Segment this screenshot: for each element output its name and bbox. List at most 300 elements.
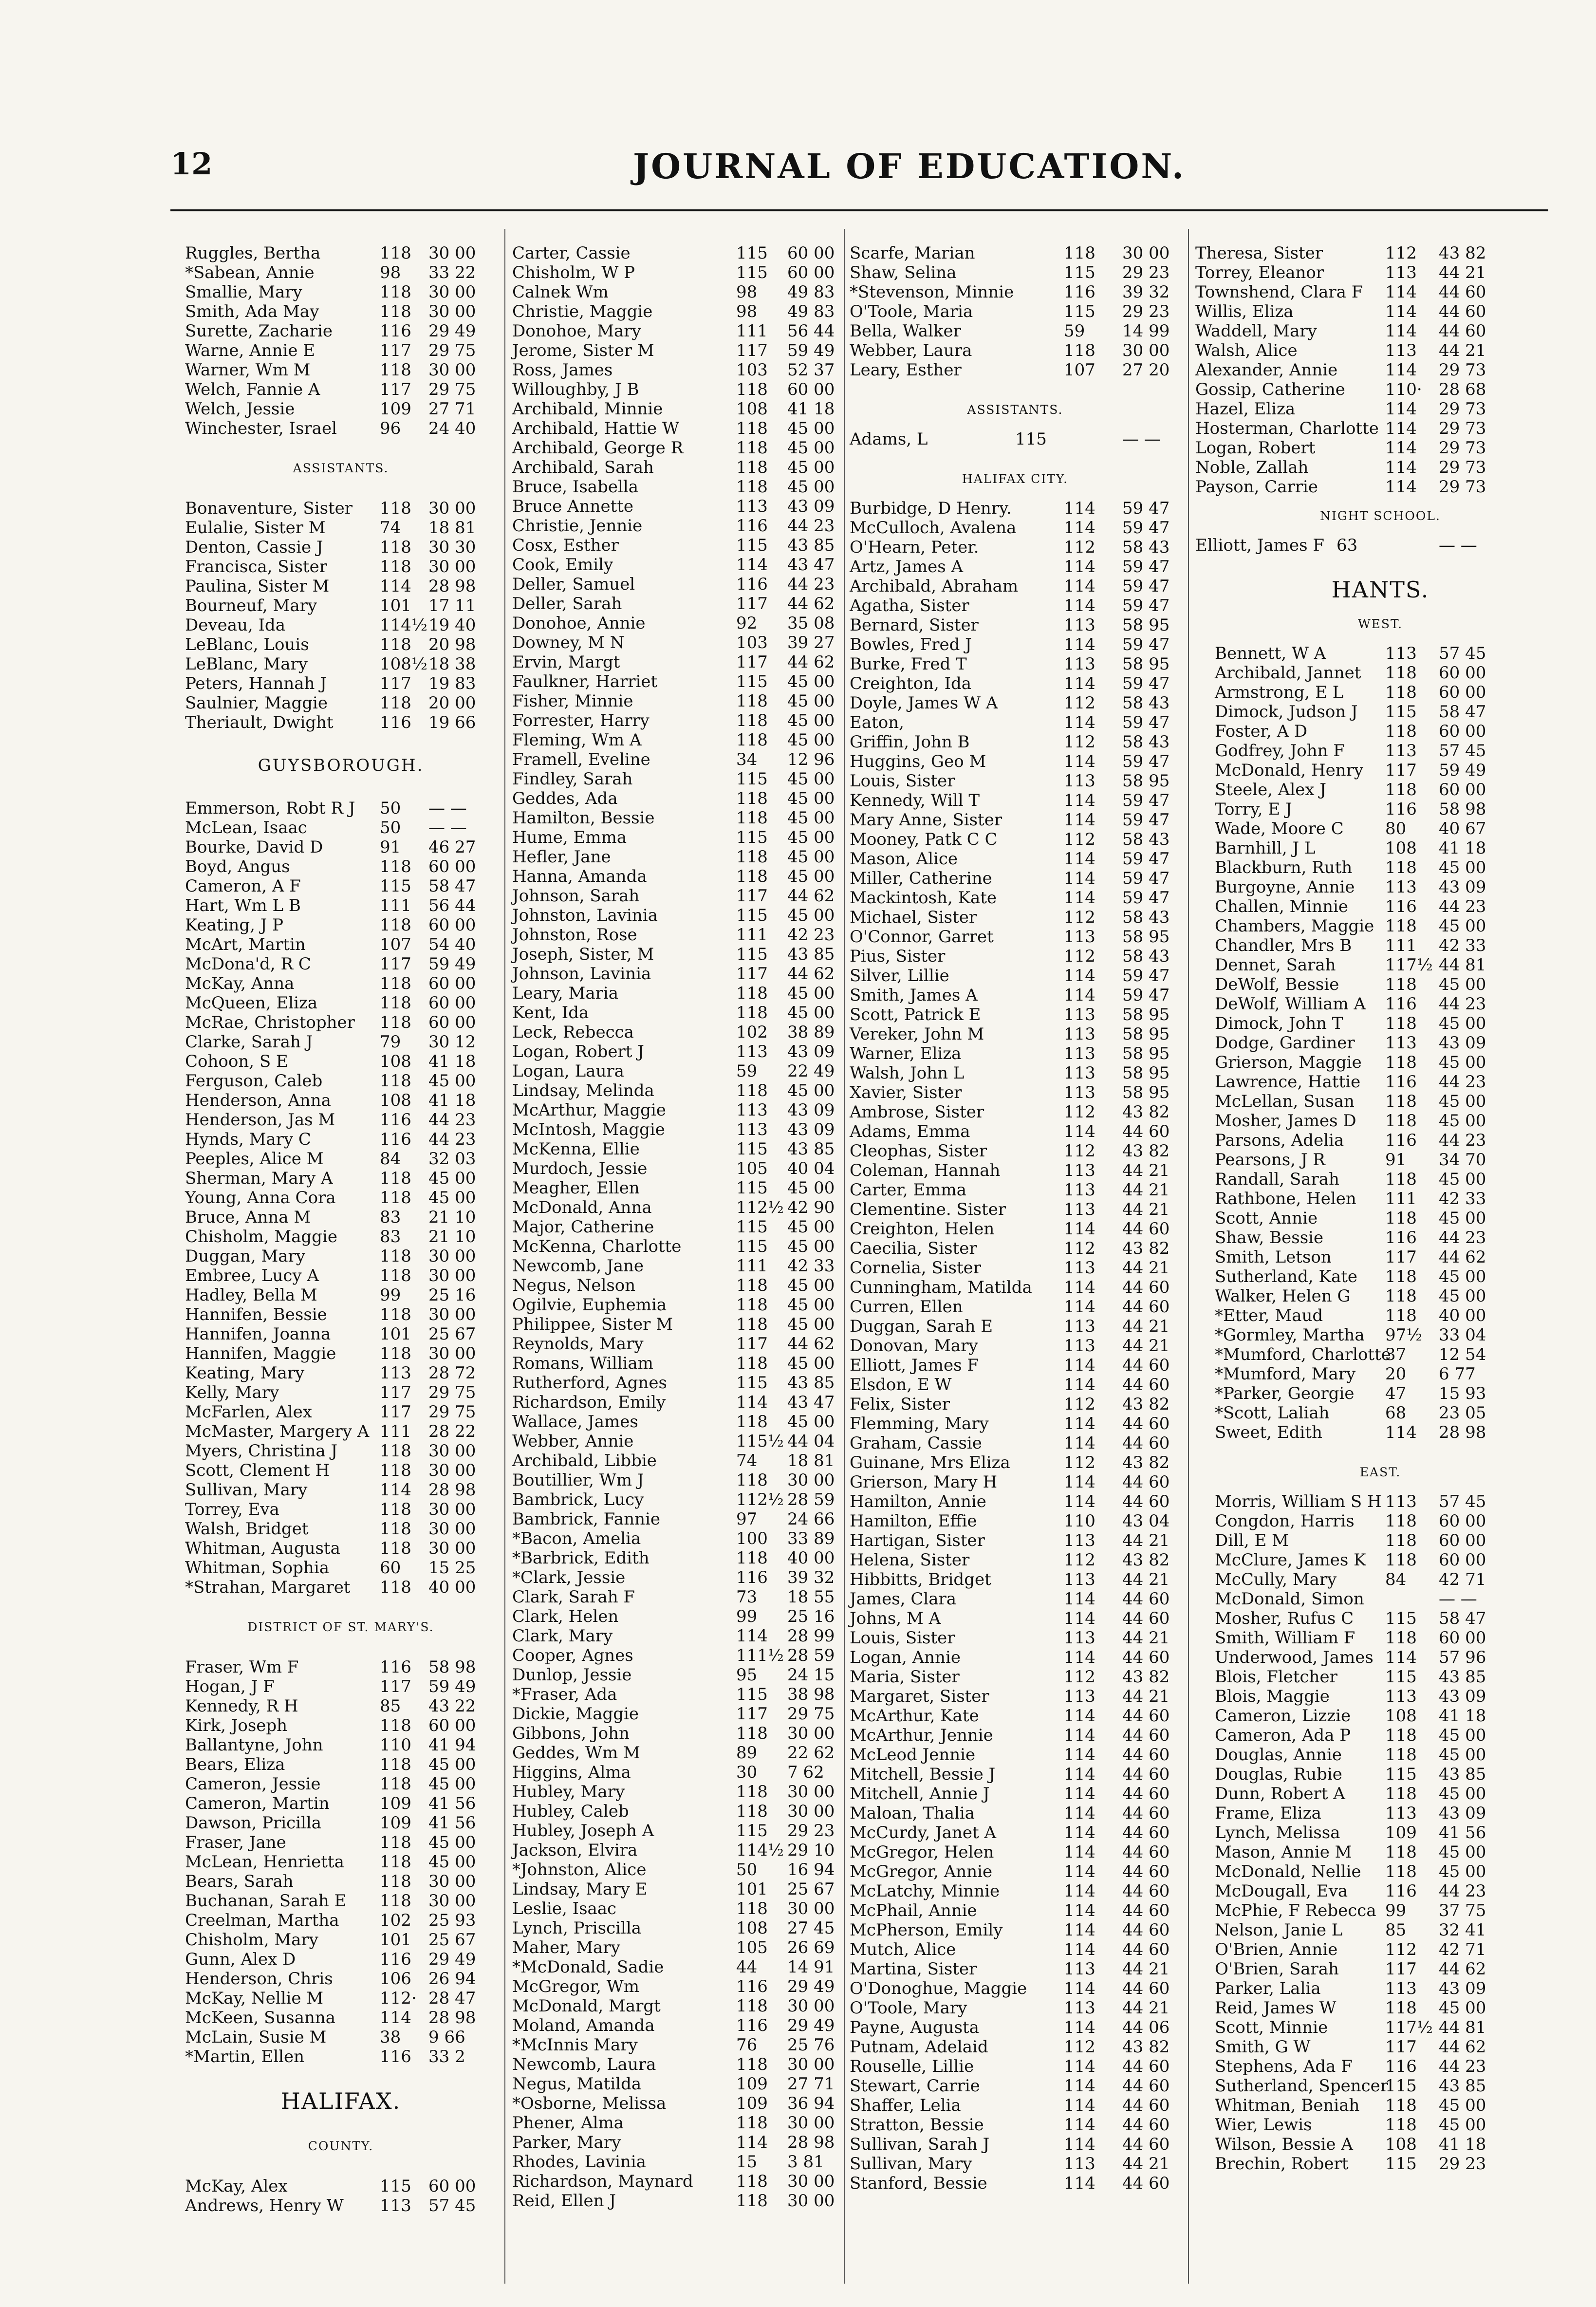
days-taught: 118 [380,1891,411,1911]
teacher-name: Walsh, Alice [1195,341,1298,360]
grant-amount: 56 44 [787,321,835,341]
days-taught: 114 [1064,518,1095,538]
table-row [185,799,497,818]
days-taught: 115 [1385,1667,1417,1687]
table-row [850,2115,1181,2135]
teacher-name: Moland, Amanda [512,2016,655,2035]
teacher-name: Mitchell, Bessie J [850,1765,996,1784]
table-row [850,2096,1181,2115]
days-taught: 114 [1064,2174,1095,2193]
grant-amount: 41 94 [428,1735,476,1755]
grant-amount: 44 60 [1122,2174,1170,2193]
table-row [1195,477,1565,497]
grant-amount: 45 00 [787,1276,835,1295]
days-taught: 115 [736,1237,768,1256]
grant-amount: 14 99 [1122,321,1170,341]
teacher-name: Buchanan, Sarah E [185,1891,347,1911]
days-taught: 114 [1064,1356,1095,1375]
teacher-name: Ervin, Margt [512,652,620,672]
teacher-name: Congdon, Harris [1215,1511,1355,1531]
teacher-name: Clark, Helen [512,1607,619,1626]
days-taught: 114 [1064,2096,1095,2115]
table-row [185,2008,497,2028]
grant-amount: 59 47 [1122,810,1170,830]
teacher-name: Armstrong, E L [1215,683,1344,702]
table-row [185,1344,497,1363]
teacher-name: Leary, Esther [850,360,962,380]
days-taught: 76 [736,2035,758,2055]
grant-amount: 30 00 [428,360,476,380]
days-taught: 118 [736,1802,768,1821]
table-row [1195,975,1565,994]
grant-amount: 45 00 [1439,1842,1486,1862]
teacher-name: McKay, Alex [185,2177,288,2196]
teacher-name: Bourke, David D [185,837,323,857]
table-row [512,906,843,925]
grant-amount: 30 00 [428,557,476,577]
grant-amount: 30 00 [428,243,476,263]
days-taught: 113 [1064,1180,1095,1200]
grant-amount: 30 00 [428,1344,476,1363]
grant-amount: 59 47 [1122,518,1170,538]
grant-amount: 57 45 [1439,741,1486,761]
table-row [185,282,497,302]
section-heading: ASSISTANTS. [293,461,389,475]
days-taught: 118 [380,1755,411,1774]
days-taught: 113 [1064,1570,1095,1589]
days-taught: 117 [1385,761,1417,780]
table-row [850,1044,1181,1063]
teacher-name: Mutch, Alice [850,1940,956,1959]
grant-amount: 45 00 [1439,1267,1486,1286]
teacher-name: Hynds, Mary C [185,1130,311,1149]
table-row [512,2074,843,2094]
grant-amount: 59 49 [1439,761,1486,780]
teacher-name: Shaffer, Lelia [850,2096,961,2115]
grant-amount: 29 73 [1439,399,1486,419]
days-taught: 115½ [736,1432,784,1451]
grant-amount: 45 00 [1439,1286,1486,1306]
teacher-name: Newcomb, Laura [512,2055,656,2074]
teacher-name: McKay, Nellie M [185,1989,324,2008]
grant-amount: 44 21 [1122,1959,1170,1979]
days-taught: 74 [380,518,401,538]
days-taught: 113 [1064,1258,1095,1278]
days-taught: 101 [380,596,411,615]
days-taught: 89 [736,1743,758,1763]
table-row [512,1685,843,1704]
grant-amount: 45 00 [428,1169,476,1188]
section-heading: GUYSBOROUGH. [258,756,424,775]
grant-amount: 59 47 [1122,674,1170,693]
days-taught: 44 [736,1957,758,1977]
days-taught: 117 [1385,2037,1417,2057]
table-row [1195,1842,1565,1862]
table-row [512,1042,843,1061]
days-taught: 118 [380,1013,411,1032]
table-row [185,1247,497,1266]
table-row [185,1227,497,1247]
teacher-name: Mason, Annie M [1215,1842,1352,1862]
grant-amount: 60 00 [787,263,835,282]
days-taught: 37 [1385,1345,1407,1364]
grant-amount: 60 00 [1439,1550,1486,1570]
days-taught: 50 [736,1860,758,1879]
grant-amount: 44 60 [1122,1979,1170,1998]
days-taught: 114 [736,2133,768,2152]
grant-amount: 30 00 [1122,243,1170,263]
days-taught: 115 [736,1178,768,1198]
table-row [512,1802,843,1821]
days-taught: 118 [1385,1111,1417,1131]
teacher-name: Archibald, Abraham [850,577,1019,596]
table-row [512,1626,843,1646]
days-taught: 114 [1064,1433,1095,1453]
days-taught: 38 [380,2028,401,2047]
days-taught: 116 [380,1950,411,1969]
teacher-name: Clark, Sarah F [512,1587,635,1607]
days-taught: 110· [1385,380,1422,399]
teacher-name: Parsons, Adelia [1215,1131,1344,1150]
days-taught: 118 [380,1852,411,1872]
grant-amount: 29 73 [1439,458,1486,477]
teacher-name: Negus, Matilda [512,2074,642,2094]
grant-amount: 44 60 [1122,1823,1170,1842]
teacher-name: O'Toole, Mary [850,1998,967,2018]
grant-amount: 43 09 [787,1042,835,1061]
teacher-name: Deveau, Ida [185,615,285,635]
teacher-name: *McDonald, Sadie [512,1957,664,1977]
grant-amount: 6 77 [1439,1364,1476,1384]
table-row [512,263,843,282]
table-row [850,499,1181,518]
days-taught: 117 [380,1677,411,1696]
grant-amount: 43 85 [787,536,835,555]
grant-amount: 45 00 [787,477,835,497]
days-taught: 118 [1385,1550,1417,1570]
journal-title: JOURNAL OF EDUCATION. [633,146,1186,186]
table-row [185,577,497,596]
grant-amount: 44 81 [1439,955,1486,975]
table-row [1195,302,1565,321]
grant-amount: 7 62 [787,1763,824,1782]
table-row [850,1433,1181,1453]
grant-amount: 44 23 [787,575,835,594]
table-row [1195,360,1565,380]
teacher-name: Duggan, Sarah E [850,1317,993,1336]
days-taught: 113 [1064,1687,1095,1706]
days-taught: 110 [1064,1511,1095,1531]
grant-amount: — — [1122,429,1161,449]
table-row [185,2177,497,2196]
table-row [185,538,497,557]
days-taught: 115 [1064,302,1095,321]
table-row [512,672,843,691]
teacher-name: Sullivan, Sarah J [850,2135,990,2154]
days-taught: 109 [1385,1823,1417,1842]
table-row [185,1266,497,1285]
column-4 [1195,243,1565,2288]
grant-amount: 43 82 [1122,1395,1170,1414]
grant-amount: 44 23 [1439,2057,1486,2076]
teacher-name: Brechin, Robert [1215,2154,1349,2174]
days-taught: 109 [736,2094,768,2113]
days-taught: 114½ [380,615,427,635]
days-taught: 114 [1064,1979,1095,1998]
table-row [1195,1667,1565,1687]
grant-amount: 44 60 [1122,2076,1170,2096]
table-row [185,1091,497,1110]
grant-amount: 3 81 [787,2152,824,2172]
grant-amount: 60 00 [1439,683,1486,702]
days-taught: 114 [1064,713,1095,732]
grant-amount: 44 23 [428,1130,476,1149]
grant-amount: 30 00 [428,282,476,302]
grant-amount: 43 09 [787,497,835,516]
table-row [185,1480,497,1500]
days-taught: 113 [1064,1200,1095,1219]
teacher-name: Cooper, Agnes [512,1646,633,1665]
table-row [512,867,843,886]
section-heading: HALIFAX CITY. [962,472,1069,486]
days-taught: 118 [380,635,411,654]
grant-amount: 29 49 [428,1950,476,1969]
days-taught: 118 [380,993,411,1013]
table-row [512,828,843,847]
table-row [512,1295,843,1315]
days-taught: 114 [1064,2135,1095,2154]
table-row [185,1794,497,1813]
days-taught: 85 [380,1696,401,1716]
grant-amount: — — [1439,536,1477,555]
grant-amount: 43 85 [787,1139,835,1159]
days-taught: 118 [380,1578,411,1597]
days-taught: 114 [736,555,768,575]
grant-amount: 60 00 [1439,1511,1486,1531]
teacher-name: McKenna, Ellie [512,1139,640,1159]
grant-amount: 44 21 [1122,2154,1170,2174]
table-row [512,360,843,380]
days-taught: 105 [736,1159,768,1178]
days-taught: 115 [736,1821,768,1841]
table-row [512,2133,843,2152]
days-taught: 116 [1385,1131,1417,1150]
table-row [1195,399,1565,419]
table-row [185,837,497,857]
teacher-name: McGregor, Wm [512,1977,639,1996]
spacer [1195,1483,1565,1492]
days-taught: 116 [736,575,768,594]
teacher-name: McIntosh, Maggie [512,1120,665,1139]
table-row [1195,780,1565,800]
teacher-name: Johns, M A [850,1609,941,1628]
teacher-name: Cameron, A F [185,876,301,896]
teacher-name: Dunlop, Jessie [512,1665,632,1685]
teacher-name: Torrey, Eleanor [1195,263,1324,282]
days-taught: 92 [736,614,758,633]
grant-amount: 45 00 [428,1852,476,1872]
grant-amount: 44 60 [1122,1356,1170,1375]
teacher-name: Creelman, Martha [185,1911,339,1930]
table-row [185,915,497,935]
spacer [185,1597,497,1617]
table-row [185,1872,497,1891]
table-row [185,1539,497,1558]
grant-amount: 18 81 [428,518,476,538]
teacher-name: Henderson, Jas M [185,1110,335,1130]
table-row [850,1472,1181,1492]
teacher-name: Cameron, Lizzie [1215,1706,1351,1726]
grant-amount: 30 00 [428,1539,476,1558]
days-taught: 118 [380,282,411,302]
table-row [512,1841,843,1860]
days-taught: 113 [1385,644,1417,663]
table-row [1195,2115,1565,2135]
days-taught: 20 [1385,1364,1407,1384]
spacer [185,2066,497,2086]
grant-amount: 44 62 [1439,1247,1486,1267]
table-row [512,2035,843,2055]
teacher-name: *Mumford, Mary [1215,1364,1356,1384]
days-taught: 118 [1385,858,1417,877]
table-row [512,380,843,399]
table-row [512,1334,843,1354]
table-row [1195,1150,1565,1170]
section-heading: ASSISTANTS. [967,403,1063,417]
teacher-name: Christie, Maggie [512,302,653,321]
table-row [850,1550,1181,1570]
table-row [850,1940,1181,1959]
days-taught: 114 [1064,1278,1095,1297]
grant-amount: 60 00 [428,915,476,935]
table-row [185,1149,497,1169]
table-row [1195,1345,1565,1364]
teacher-name: *Osborne, Melissa [512,2094,667,2113]
grant-amount: 29 23 [787,1821,835,1841]
table-row [850,321,1181,341]
teacher-name: Warner, Eliza [850,1044,962,1063]
teacher-name: Huggins, Geo M [850,752,986,771]
table-row [512,886,843,906]
grant-amount: 30 00 [428,1891,476,1911]
days-taught: 100 [736,1529,768,1548]
days-taught: 118 [736,1295,768,1315]
table-row [512,497,843,516]
table-row [850,1842,1181,1862]
table-row [512,1217,843,1237]
days-taught: 114 [1064,1765,1095,1784]
teacher-name: Peeples, Alice M [185,1149,324,1169]
grant-amount: 35 08 [787,614,835,633]
teacher-name: O'Brien, Annie [1215,1940,1338,1959]
grant-amount: 27 45 [787,1918,835,1938]
grant-amount: 58 95 [1122,771,1170,791]
grant-amount: 54 40 [428,935,476,954]
grant-amount: 30 00 [787,2055,835,2074]
table-row [1195,1570,1565,1589]
table-row [850,1726,1181,1745]
table-row [850,791,1181,810]
teacher-name: Fraser, Jane [185,1833,286,1852]
days-taught: 114 [1064,674,1095,693]
spacer [850,380,1181,399]
grant-amount: 32 03 [428,1149,476,1169]
table-row [512,2113,843,2133]
table-row [185,1169,497,1188]
table-row [512,847,843,867]
days-taught: 108 [1385,2135,1417,2154]
table-row [512,2094,843,2113]
days-taught: 118 [736,2172,768,2191]
teacher-name: Kelly, Mary [185,1383,279,1402]
table-row [1195,1901,1565,1920]
grant-amount: 60 00 [787,380,835,399]
days-taught: 118 [1385,1862,1417,1881]
days-taught: 99 [380,1285,401,1305]
days-taught: 118 [1385,2115,1417,2135]
days-taught: 114 [1064,1745,1095,1765]
table-row [185,1441,497,1461]
grant-amount: 44 23 [1439,1228,1486,1247]
teacher-name: Willoughby, J B [512,380,639,399]
grant-amount: 44 60 [1122,1122,1170,1141]
table-row [1195,1403,1565,1423]
table-row [1195,838,1565,858]
days-taught: 117½ [1385,2018,1433,2037]
grant-amount: 44 60 [1122,2115,1170,2135]
teacher-name: Dunn, Robert A [1215,1784,1345,1804]
days-taught: 115 [736,945,768,964]
table-row [1195,1384,1565,1403]
grant-amount: 44 21 [1122,1628,1170,1648]
teacher-name: Sherman, Mary A [185,1169,333,1188]
grant-amount: 45 00 [787,458,835,477]
teacher-name: Higgins, Alma [512,1763,631,1782]
grant-amount: 30 00 [428,1441,476,1461]
grant-amount: 44 62 [787,886,835,906]
days-taught: 118 [1385,1745,1417,1765]
teacher-name: Whitman, Sophia [185,1558,329,1578]
table-row [1195,936,1565,955]
table-row [1195,1706,1565,1726]
table-row [1195,741,1565,761]
grant-amount: 60 00 [428,1716,476,1735]
days-taught: 114 [1064,1901,1095,1920]
grant-amount: 41 56 [428,1813,476,1833]
days-taught: 113 [736,1120,768,1139]
table-row [185,1110,497,1130]
table-row [850,2057,1181,2076]
days-taught: 118 [1385,1842,1417,1862]
teacher-name: *Barbrick, Edith [512,1548,650,1568]
table-row [512,575,843,594]
teacher-name: Hume, Emma [512,828,627,847]
grant-amount: 29 49 [787,1977,835,1996]
table-row [850,1531,1181,1550]
grant-amount: 44 23 [1439,1881,1486,1901]
days-taught: 85 [1385,1920,1407,1940]
teacher-name: *Etter, Maud [1215,1306,1323,1325]
table-row [185,1188,497,1208]
teacher-name: *Martin, Ellen [185,2047,304,2066]
grant-amount: 42 33 [787,1256,835,1276]
teacher-name: Alexander, Annie [1195,360,1338,380]
teacher-name: Archibald, Hattie W [512,419,679,438]
days-taught: 115 [736,263,768,282]
table-row [512,1412,843,1432]
table-row [850,1687,1181,1706]
grant-amount: 44 60 [1122,1219,1170,1239]
